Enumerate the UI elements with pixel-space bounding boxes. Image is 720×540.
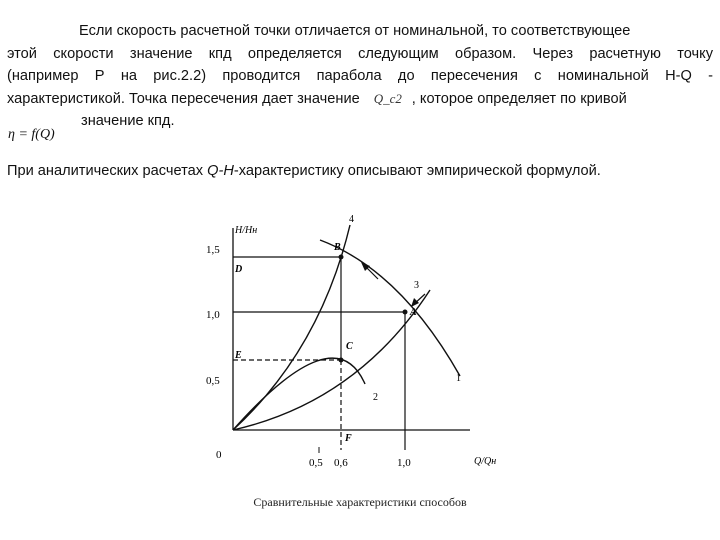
y-tick-1-5: 1,5: [206, 244, 220, 256]
point-c-dot: [339, 358, 344, 363]
label-curve-2: 2: [373, 392, 378, 403]
label-a: A: [410, 307, 417, 318]
p1-line-4a: характеристикой. Точка пересечения дает значение: [7, 90, 360, 107]
label-curve-3: 3: [414, 280, 419, 291]
curve-2: [233, 358, 365, 430]
point-a-dot: [403, 310, 408, 315]
label-c: C: [346, 341, 353, 352]
y-tick-0-5: 0,5: [206, 375, 220, 387]
p1-line-1: Если скорость расчетной точки отличается от номинальной, то соответствующее: [79, 23, 631, 39]
x-axis-label: Q/Qн: [474, 456, 497, 467]
p2-qh: Q-H: [207, 163, 234, 179]
label-e: E: [235, 350, 242, 361]
p2-part-a: При аналитических расчетах: [7, 163, 208, 179]
y-tick-0: 0: [216, 449, 222, 461]
label-curve-4: 4: [349, 214, 354, 225]
p1-line-5: значение кпд.: [81, 113, 175, 129]
figure-caption: Сравнительные характеристики способов: [253, 495, 467, 509]
y-tick-1-0: 1,0: [206, 309, 220, 321]
point-b-dot: [339, 255, 344, 260]
label-d: D: [235, 264, 243, 275]
x-tick-0-5: 0,5: [309, 457, 323, 469]
label-f: F: [345, 433, 352, 444]
y-axis-label: H/Hн: [235, 225, 258, 236]
eta-formula: η = f(Q): [8, 127, 55, 142]
arrowhead-3: [411, 298, 419, 307]
p1-line-2: этой скорости значение кпд определяется следующим образом. Через расчетную точку: [7, 45, 713, 62]
x-tick-1-0: 1,0: [397, 457, 411, 469]
qc2-formula: Q_c2: [373, 90, 402, 106]
p1-line-3: (например Р на рис.2.2) проводится парабола до пересечения с номинальной H-Q -: [7, 68, 713, 84]
label-b: B: [334, 242, 341, 253]
p2-part-b: -характеристику описывают эмпирической формулой.: [233, 163, 601, 179]
curve-4: [233, 225, 350, 430]
label-curve-1: 1: [456, 373, 461, 384]
x-tick-0-6: 0,6: [334, 457, 348, 469]
p1-line-4b: , которое определяет по кривой: [411, 90, 627, 107]
